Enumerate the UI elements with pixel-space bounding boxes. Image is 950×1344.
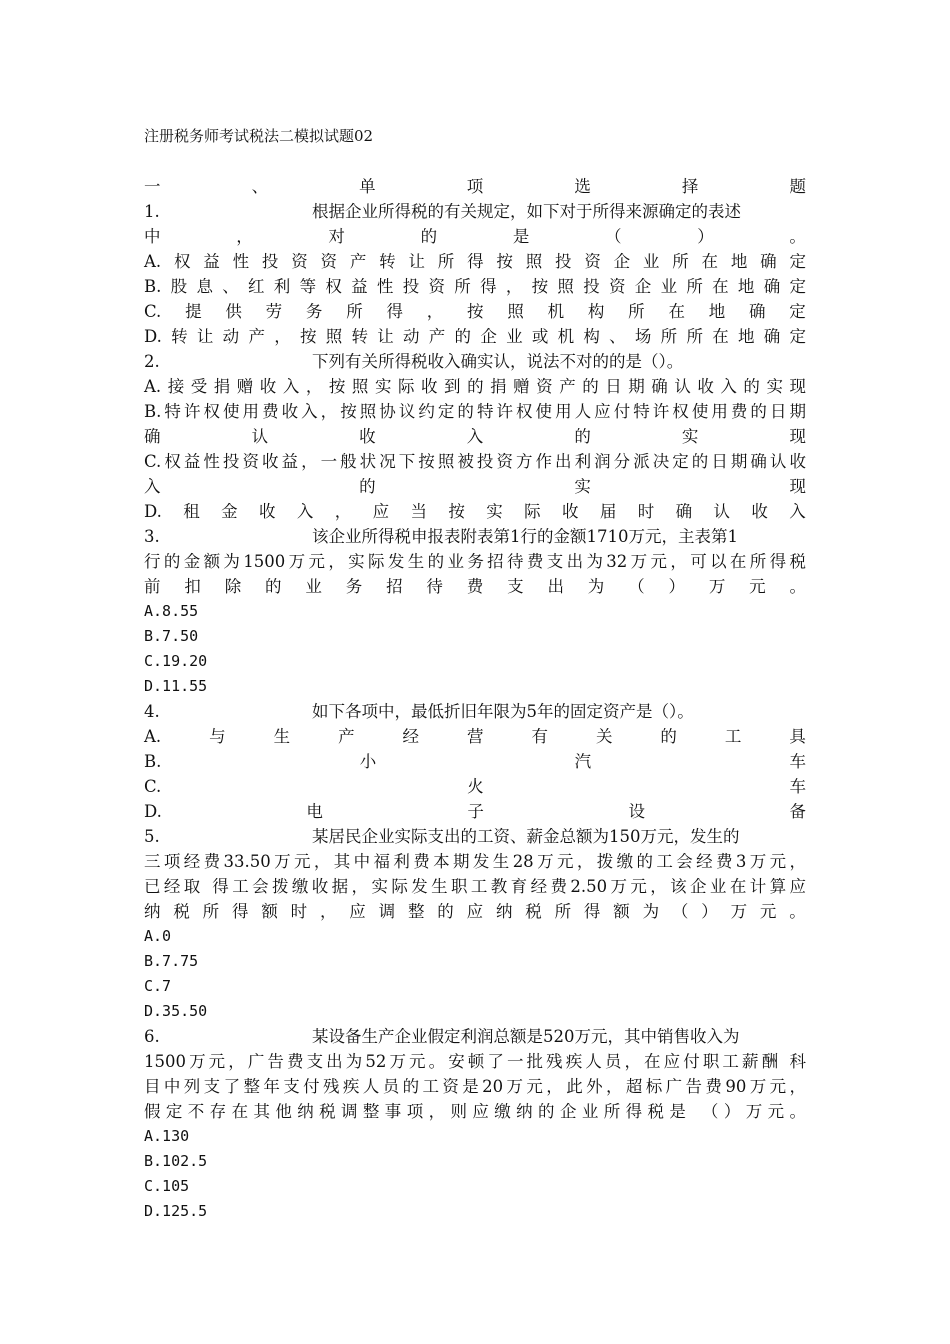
answer-option (144, 774, 806, 799)
answer-option-char: A. (144, 727, 162, 746)
answer-option-char: 所 (628, 302, 645, 321)
question-stem-line-char: 额 (613, 902, 630, 921)
answer-option-char: 确 (675, 502, 693, 521)
question-stem-line-char: （ (628, 577, 645, 596)
question-stem-line-char: 纳 (495, 902, 513, 921)
answer-option-char: 确 (144, 427, 161, 446)
answer-option-char: 确 (749, 302, 766, 321)
answer-option-char: 小 (359, 752, 377, 771)
question-stem-line-char: 务 (345, 577, 363, 596)
answer-option-char: ， (426, 302, 444, 321)
answer-option-char: 供 (225, 302, 242, 321)
answer-option: B.特许权使用费收入，按照协议约定的特许权使用人应付特许权使用费的日期 (144, 402, 806, 421)
document-title: 注册税务师考试税法二模拟试题02 (144, 127, 374, 145)
document-body (144, 174, 806, 1224)
answer-option-char: 届 (599, 502, 617, 521)
answer-option-char: 火 (467, 777, 484, 796)
question-stem-line: 已经取 得工会拨缴收据，实际发生职工教育经费2.50万元，该企业在计算应 (144, 877, 806, 896)
question-stem-line-char: 税 (173, 902, 190, 921)
answer-option-char: 收 (359, 427, 376, 446)
answer-option-char: 按 (467, 302, 484, 321)
section-heading-char: 、 (251, 177, 269, 196)
question-stem-line (144, 574, 806, 599)
answer-option: D.35.50 (144, 1002, 208, 1020)
answer-option: A.130 (144, 1127, 190, 1145)
answer-option-char: 营 (467, 727, 484, 746)
question-stem-line-char: （ (605, 227, 622, 246)
answer-option-char: 定 (789, 302, 806, 321)
answer-option: C.105 (144, 1177, 190, 1195)
answer-option-char: ， (334, 502, 352, 521)
answer-option-char: 车 (789, 777, 806, 796)
answer-option: A.接受捐赠收入，按照实际收到的捐赠资产的日期确认收入的实现 (144, 377, 806, 396)
question-stem-line-char: 得 (583, 902, 601, 921)
question-stem-line-char: 所 (202, 902, 220, 921)
answer-option-char: 子 (467, 802, 484, 821)
answer-option: D.11.55 (144, 677, 208, 695)
question-stem-line-char: 。 (789, 227, 806, 246)
question-stem-line-char: ， (319, 902, 337, 921)
answer-option-char: 入 (789, 502, 806, 521)
answer-option-char: 租 (183, 502, 200, 521)
question-stem-line-char: 应 (349, 902, 366, 921)
answer-option-char: 得 (386, 302, 403, 321)
question-stem-line-char: 出 (547, 577, 564, 596)
section-heading-char: 选 (574, 177, 591, 196)
question-stem-line-char: 额 (261, 902, 278, 921)
answer-option: C.7 (144, 977, 172, 995)
answer-option-char: B. (144, 752, 162, 771)
question-stem-line: 三项经费33.50万元，其中福利费本期发生28万元，拨缴的工会经费3万元， (144, 852, 806, 871)
question-stem-line-char: 除 (224, 577, 242, 596)
question-number: 6. (144, 1027, 160, 1046)
question-stem-line-char: 前 (144, 577, 161, 596)
question-stem-line-char: 。 (789, 577, 806, 596)
answer-option-char: 与 (209, 727, 226, 746)
question-stem-line-char: 为 (587, 577, 605, 596)
question-stem (144, 349, 806, 374)
question-stem-line-char: 中 (144, 227, 161, 246)
question-stem-line-char: 费 (466, 577, 484, 596)
answer-option-char: 入 (466, 427, 484, 446)
answer-option: B.102.5 (144, 1152, 208, 1170)
question-stem-line-char: 扣 (184, 577, 201, 596)
answer-option-char: 构 (587, 302, 605, 321)
answer-option-char: 照 (507, 302, 524, 321)
section-heading-char: 单 (359, 177, 376, 196)
question-stem-text: 根据企业所得税的有关规定，如下对于所得来源确定的表述 (312, 202, 741, 221)
question-stem-text: 下列有关所得税收入确实认，说法不对的的是（）。 (312, 352, 684, 371)
question-stem-line: 假定不存在其他纳税调整事项，则应缴纳的企业所得税是 （）万元。 (144, 1102, 806, 1121)
question-stem-line-char: 元 (759, 902, 777, 921)
section-heading-char: 项 (466, 177, 484, 196)
answer-option-char: 收 (562, 502, 579, 521)
answer-option: A.权益性投资资产转让所得按照投资企业所在地确定 (144, 252, 806, 271)
answer-option-char: C. (144, 302, 162, 321)
answer-option-char: 金 (221, 502, 238, 521)
answer-option-char: 所 (346, 302, 363, 321)
question-stem-line-char: ） (701, 902, 718, 921)
answer-option (144, 749, 806, 774)
answer-option: C.19.20 (144, 652, 208, 670)
answer-option-char: 工 (724, 727, 742, 746)
answer-option-char: 机 (547, 302, 565, 321)
answer-option: C.权益性投资收益，一般状况下按照被投资方作出利润分派决定的日期确认收 (144, 452, 806, 471)
question-stem-line-char: 所 (554, 902, 572, 921)
answer-option-char: 在 (668, 302, 685, 321)
answer-option-char: 汽 (574, 752, 592, 771)
answer-option-char: 收 (751, 502, 768, 521)
question-stem-line-char: 待 (426, 577, 443, 596)
answer-option-char: 地 (708, 302, 726, 321)
question-stem-line-char: 万 (708, 577, 726, 596)
answer-option-char: 入 (296, 502, 314, 521)
answer-option-char: 时 (637, 502, 655, 521)
answer-option-char: 际 (524, 502, 541, 521)
answer-option-char: 提 (185, 302, 202, 321)
answer-option-char: 实 (486, 502, 503, 521)
question-stem-line (144, 899, 806, 924)
answer-option-char: 的 (359, 477, 376, 496)
question-stem-text: 该企业所得税申报表附表第1行的金额1710万元，主表第1 (312, 527, 738, 546)
answer-option-char: 现 (789, 427, 806, 446)
question-stem-line-char: （ (671, 902, 689, 921)
question-stem-line-char: 税 (525, 902, 542, 921)
answer-option (144, 724, 806, 749)
question-stem-line-char: 得 (231, 902, 249, 921)
question-stem-line: 行的金额为1500万元，实际发生的业务招待费支出为32万元，可以在所得税 (144, 552, 806, 571)
question-stem-line-char: 是 (512, 227, 530, 246)
question-stem-line-char: 支 (507, 577, 524, 596)
answer-option: D.125.5 (144, 1202, 208, 1220)
answer-option: D.转让动产，按照转让动产的企业或机构、场所所在地确定 (144, 327, 806, 346)
answer-option-char: 入 (144, 477, 161, 496)
answer-option-char: C. (144, 777, 162, 796)
question-stem-line-char: 纳 (144, 902, 161, 921)
answer-option-char: 按 (448, 502, 465, 521)
question-stem-line-char: 应 (466, 902, 484, 921)
answer-option-char: 备 (789, 802, 806, 821)
answer-option-char: 的 (660, 727, 677, 746)
answer-option (144, 474, 806, 499)
question-stem-text: 如下各项中，最低折旧年限为5年的固定资产是（）。 (312, 702, 694, 721)
question-stem-line-char: 业 (305, 577, 322, 596)
answer-option-char: 劳 (265, 302, 283, 321)
answer-option (144, 799, 806, 824)
question-stem-line-char: 招 (386, 577, 403, 596)
answer-option-char: 当 (410, 502, 428, 521)
question-stem-text: 某设备生产企业假定利润总额是520万元，其中销售收入为 (312, 1027, 740, 1046)
question-number: 4. (144, 702, 160, 721)
answer-option-char: 认 (251, 427, 269, 446)
answer-option-char: 设 (628, 802, 645, 821)
section-heading-char: 一 (144, 177, 161, 196)
question-stem-line-char: 元 (749, 577, 766, 596)
question-stem-line-char: 的 (265, 577, 282, 596)
question-stem (144, 699, 806, 724)
question-stem-line-char: 的 (437, 902, 454, 921)
answer-option-char: 的 (574, 427, 591, 446)
answer-option-char: 有 (531, 727, 548, 746)
question-stem (144, 824, 806, 849)
question-stem (144, 524, 806, 549)
question-stem-line-char: 时 (290, 902, 308, 921)
answer-option: A.0 (144, 927, 172, 945)
section-heading-char: 择 (681, 177, 699, 196)
answer-option-char: 实 (681, 427, 699, 446)
question-stem-line-char: 。 (789, 902, 806, 921)
answer-option: A.8.55 (144, 602, 199, 620)
question-number: 1. (144, 202, 160, 221)
section-heading (144, 174, 806, 199)
answer-option-char: 产 (338, 727, 355, 746)
question-stem-line: 1500万元，广告费支出为52万元。安顿了一批残疾人员，在应付职工薪酬 科 (144, 1052, 806, 1071)
answer-option-char: 生 (273, 727, 291, 746)
question-stem-line-char: ， (236, 227, 253, 246)
question-stem-line-char: 的 (420, 227, 438, 246)
answer-option-char: 收 (259, 502, 276, 521)
answer-option-char: 务 (305, 302, 323, 321)
answer-option-char: 现 (789, 477, 806, 496)
answer-option-char: 应 (372, 502, 390, 521)
question-number: 2. (144, 352, 160, 371)
answer-option (144, 499, 806, 524)
answer-option-char: 车 (789, 752, 806, 771)
question-stem-line-char: 为 (642, 902, 660, 921)
question-stem-line-char: ） (697, 227, 714, 246)
question-stem-line: 目中列支了整年支付残疾人员的工资是20万元，此外，超标广告费90万元， (144, 1077, 806, 1096)
answer-option-char: 具 (789, 727, 806, 746)
question-stem-line-char: 万 (730, 902, 748, 921)
answer-option (144, 424, 806, 449)
answer-option: B.7.50 (144, 627, 199, 645)
answer-option: B.股息、红利等权益性投资所得，按照投资企业所在地确定 (144, 277, 806, 296)
answer-option: B.7.75 (144, 952, 199, 970)
answer-option-char: D. (144, 502, 162, 521)
question-stem-line-char: 整 (407, 902, 425, 921)
question-stem (144, 1024, 806, 1049)
answer-option-char: 认 (713, 502, 731, 521)
question-stem (144, 199, 806, 224)
question-stem-line-char: 调 (378, 902, 396, 921)
question-stem-line-char: 对 (328, 227, 345, 246)
answer-option-char: 实 (574, 477, 591, 496)
question-stem-text: 某居民企业实际支出的工资、薪金总额为150万元，发生的 (312, 827, 740, 846)
question-stem-line (144, 224, 806, 249)
answer-option-char: 经 (402, 727, 420, 746)
answer-option (144, 299, 806, 324)
answer-option-char: D. (144, 802, 162, 821)
question-stem-line-char: ） (668, 577, 685, 596)
section-heading-char: 题 (789, 177, 806, 196)
question-number: 3. (144, 527, 160, 546)
question-number: 5. (144, 827, 160, 846)
answer-option-char: 关 (595, 727, 613, 746)
answer-option-char: 电 (306, 802, 323, 821)
